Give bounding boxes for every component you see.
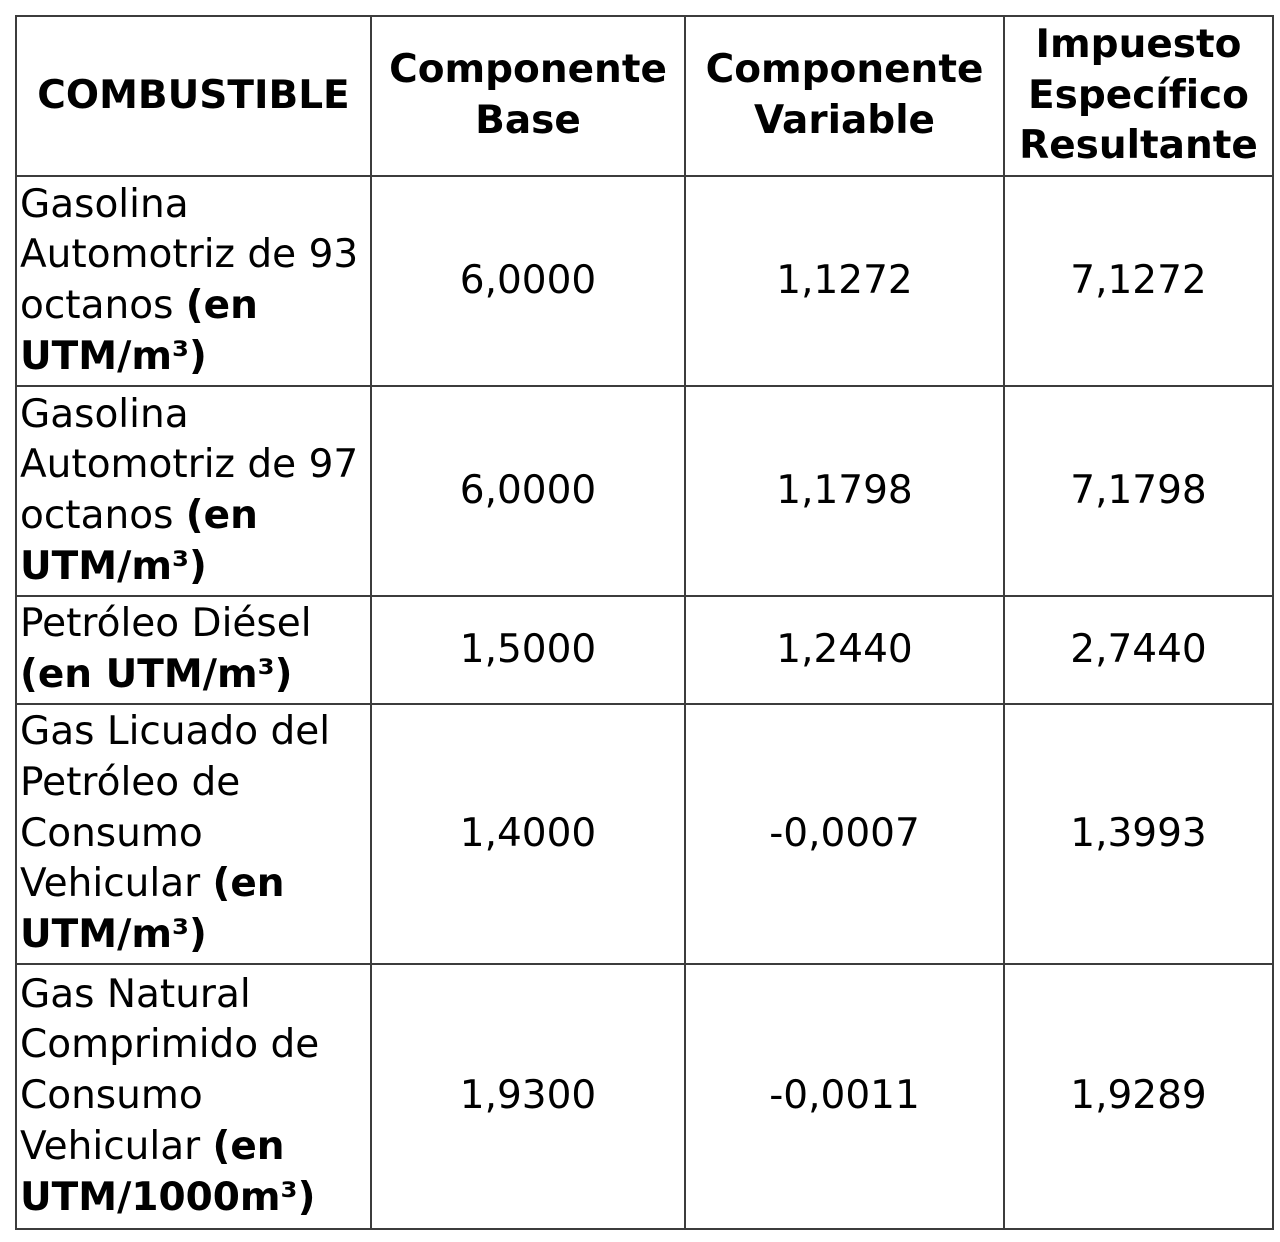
fuel-tax-table — [15, 15, 1274, 1230]
fuel-unit: (en UTM/m³) — [20, 283, 258, 379]
impuesto-resultante-cell: 7,1272 — [1004, 176, 1273, 386]
fuel-name: Gasolina Automotriz de 97 octanos — [20, 391, 359, 538]
fuel-name-cell — [16, 596, 371, 704]
fuel-name-cell — [16, 704, 371, 964]
fuel-unit: (en UTM/m³) — [20, 652, 293, 697]
fuel-name-cell — [16, 386, 371, 596]
impuesto-resultante-cell: 7,1798 — [1004, 386, 1273, 596]
componente-variable-cell: -0,0011 — [685, 964, 1004, 1229]
table-body — [16, 176, 1273, 1229]
fuel-name: Gas Licuado del Petróleo de Consumo Vehicular — [20, 709, 331, 907]
fuel-unit: (en UTM/1000m³) — [20, 1123, 316, 1220]
componente-base-cell: 1,5000 — [371, 596, 685, 704]
componente-variable-cell: 1,1798 — [685, 386, 1004, 596]
header-componente-base: Componente Base — [371, 16, 685, 176]
header-combustible: COMBUSTIBLE — [16, 16, 371, 176]
fuel-name: Gasolina Automotriz de 93 octanos — [20, 181, 359, 328]
fuel-unit: (en UTM/m³) — [20, 493, 258, 589]
impuesto-resultante-cell: 1,3993 — [1004, 704, 1273, 964]
header-impuesto-resultante: Impuesto Específico Resultante — [1004, 16, 1273, 176]
componente-variable-cell: -0,0007 — [685, 704, 1004, 964]
table-row — [16, 596, 1273, 704]
fuel-name-cell — [16, 176, 371, 386]
impuesto-resultante-cell: 2,7440 — [1004, 596, 1273, 704]
fuel-unit: (en UTM/m³) — [20, 861, 285, 958]
componente-base-cell: 1,9300 — [371, 964, 685, 1229]
table-row — [16, 704, 1273, 964]
componente-variable-cell: 1,1272 — [685, 176, 1004, 386]
componente-base-cell: 6,0000 — [371, 386, 685, 596]
impuesto-resultante-cell: 1,9289 — [1004, 964, 1273, 1229]
componente-base-cell: 1,4000 — [371, 704, 685, 964]
table-row — [16, 386, 1273, 596]
fuel-name: Gas Natural Comprimido de Consumo Vehicular — [20, 971, 320, 1169]
componente-variable-cell: 1,2440 — [685, 596, 1004, 704]
table-header — [16, 16, 1273, 176]
header-row — [16, 16, 1273, 176]
table-row — [16, 964, 1273, 1229]
componente-base-cell: 6,0000 — [371, 176, 685, 386]
fuel-name: Petróleo Diésel — [20, 601, 312, 647]
fuel-name-cell — [16, 964, 371, 1229]
header-componente-variable: Componente Variable — [685, 16, 1004, 176]
table-row — [16, 176, 1273, 386]
